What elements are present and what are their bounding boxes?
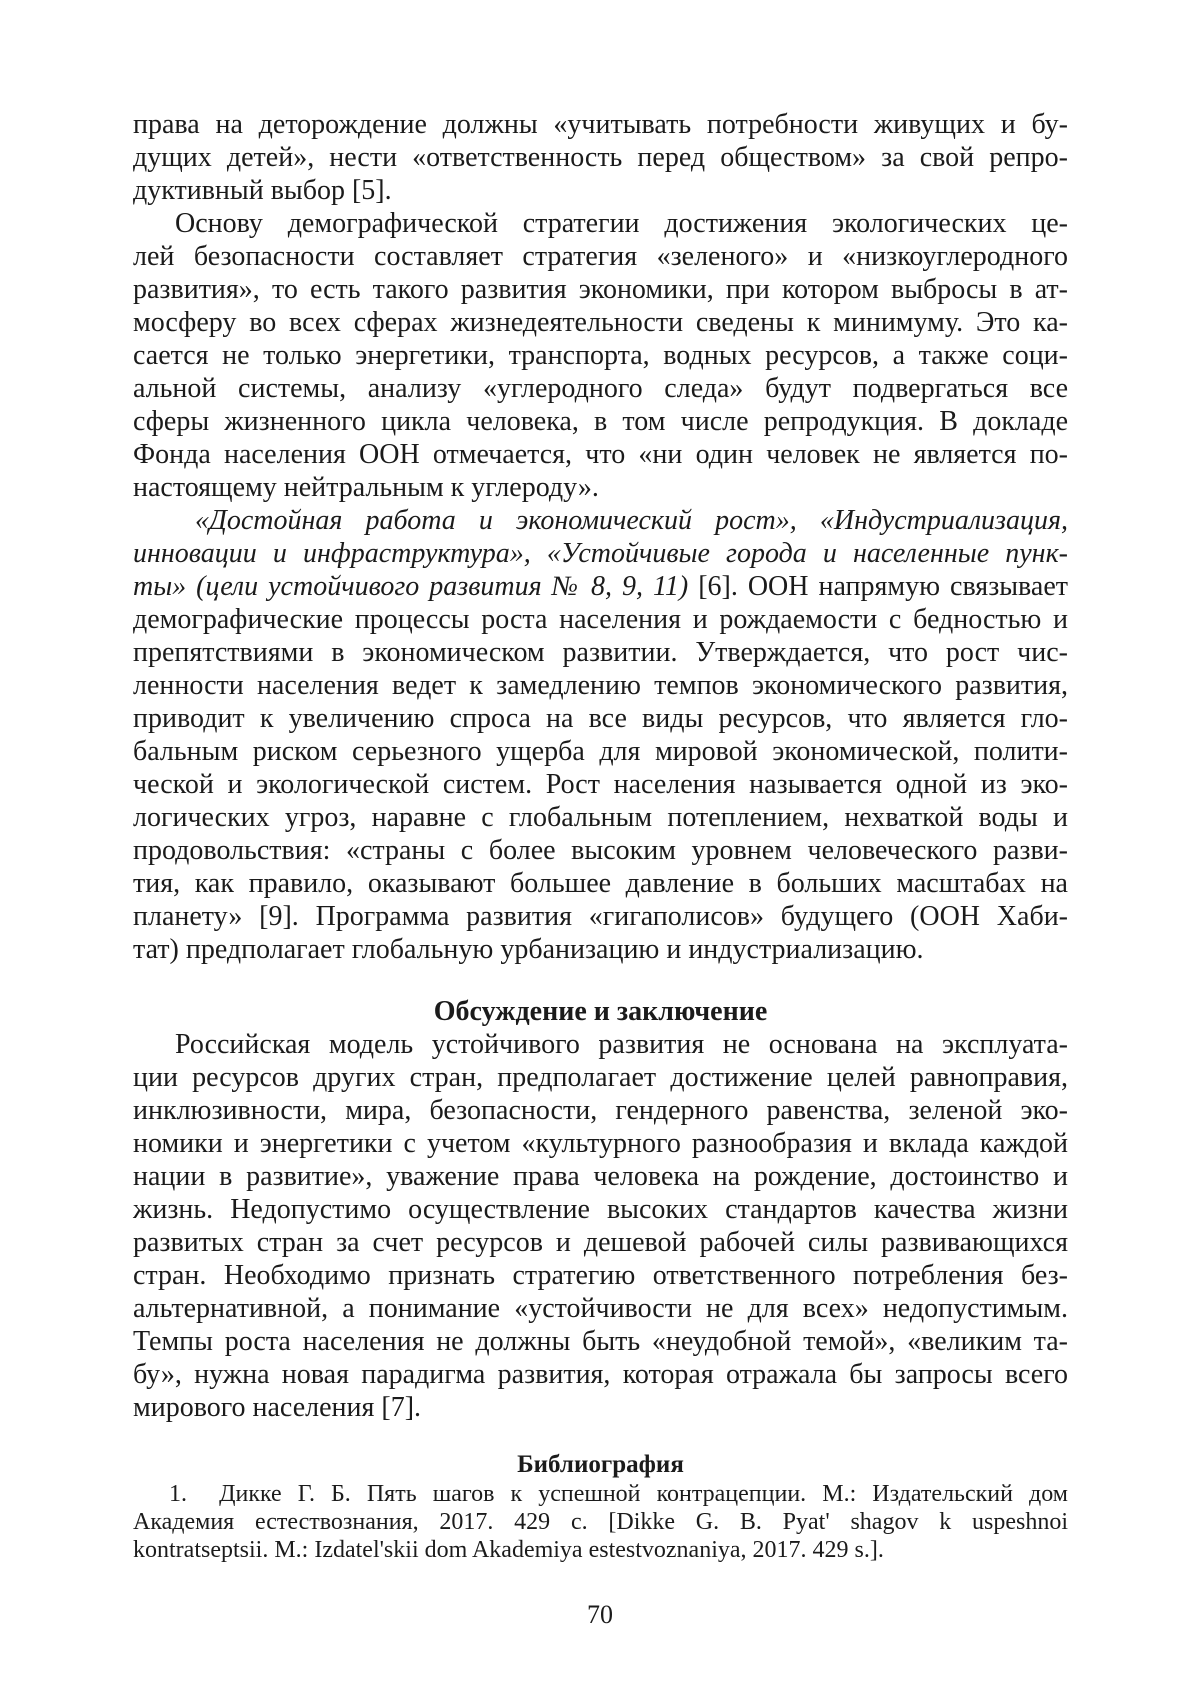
page-number: 70	[587, 1600, 613, 1629]
reference-line: kontratseptsii. M.: Izdatel'skii dom Akademiya estestvoznaniya, 2017. 429 s.].	[133, 1537, 884, 1563]
paragraph-continuation	[133, 108, 1068, 207]
text-line: бу», нужна новая парадигма развития, которая отражала бы запросы всего	[133, 1359, 1068, 1390]
text-line: препятствиями в экономическом развитии. Утверждается, что рост чис-	[133, 637, 1068, 668]
text-line: сается не только энергетики, транспорта, водных ресурсов, а также соци-	[133, 340, 1068, 371]
text-line: номики и энергетики с учетом «культурного разнообразия и вклада каждой	[133, 1128, 1068, 1159]
section-heading-bibliography: Библиография	[517, 1451, 684, 1478]
paragraph-sdg	[133, 504, 1068, 966]
text-line: ции ресурсов других стран, предполагает достижение целей равноправия,	[133, 1062, 1068, 1093]
text-block	[133, 108, 1068, 1564]
text-line: ленности населения ведет к замедлению темпов экономического развития,	[133, 670, 1068, 701]
text-line: Темпы роста населения не должны быть «неудобной темой», «великим та-	[133, 1326, 1068, 1357]
text-line: тат) предполагает глобальную урбанизацию и индустриализацию.	[133, 934, 924, 965]
reference-entry	[133, 1480, 1068, 1564]
text-line: жизнь. Недопустимо осуществление высоких стандартов качества жизни	[133, 1194, 1068, 1225]
regular-segment: [6]. ООН напрямую связывает	[688, 571, 1069, 602]
text-line: стран. Необходимо признать стратегию ответственного потребления без-	[133, 1260, 1068, 1291]
text-line: мирового населения [7].	[133, 1392, 422, 1423]
text-line: развития», то есть такого развития экономики, при котором выбросы в ат-	[133, 274, 1068, 305]
text-line: настоящему нейтральным к углероду».	[133, 472, 599, 503]
paragraph-strategy	[133, 207, 1068, 504]
text-line: альтернативной, а понимание «устойчивости не для всех» недопустимым.	[133, 1293, 1068, 1324]
text-line: логических угроз, наравне с глобальным потеплением, нехваткой воды и	[133, 802, 1068, 833]
text-line: дущих детей», нести «ответственность перед обществом» за свой репро-	[133, 142, 1068, 173]
text-line: мосферу во всех сферах жизнедеятельности сведены к минимуму. Это ка-	[133, 307, 1068, 338]
text-line: сферы жизненного цикла человека, в том числе репродукция. В докладе	[133, 406, 1068, 437]
text-line-mixed	[133, 570, 1068, 603]
text-line: тия, как правило, оказывают большее давление в больших масштабах на	[133, 868, 1068, 899]
text-line-italic: инновации и инфраструктура», «Устойчивые города и населенные пунк-	[133, 538, 1068, 569]
italic-segment: ты» (цели устойчивого развития № 8, 9, 11)	[133, 571, 689, 602]
text-line: Российская модель устойчивого развития не основана на эксплуата-	[175, 1029, 1068, 1060]
text-line: Основу демографической стратегии достижения экологических це-	[175, 208, 1068, 239]
text-line: развитых стран за счет ресурсов и дешевой рабочей силы развивающихся	[133, 1227, 1068, 1258]
text-line: альной системы, анализу «углеродного следа» будут подвергаться все	[133, 373, 1068, 404]
text-line: приводит к увеличению спроса на все виды ресурсов, что является гло-	[133, 703, 1068, 734]
text-line-italic: «Достойная работа и экономический рост», «Индустриализация,	[195, 505, 1068, 536]
text-line: Фонда населения ООН отмечается, что «ни один человек не является по-	[133, 439, 1068, 470]
section-heading-discussion: Обсуждение и заключение	[433, 996, 768, 1027]
text-line: дуктивный выбор [5].	[133, 175, 392, 206]
text-line: нации в развитие», уважение права человека на рождение, достоинство и	[133, 1161, 1068, 1192]
paragraph-conclusion	[133, 1028, 1068, 1424]
reference-line: 1. Дикке Г. Б. Пять шагов к успешной контрацепции. М.: Издательский дом	[169, 1481, 1068, 1507]
text-line: планету» [9]. Программа развития «гигаполисов» будущего (ООН Хаби-	[133, 901, 1068, 932]
text-line: права на деторождение должны «учитывать потребности живущих и бу-	[133, 109, 1068, 140]
text-line: бальным риском серьезного ущерба для мировой экономической, полити-	[133, 736, 1068, 767]
text-line: демографические процессы роста населения и рождаемости с бедностью и	[133, 604, 1068, 635]
text-line: инклюзивности, мира, безопасности, гендерного равенства, зеленой эко-	[133, 1095, 1068, 1126]
reference-line: Академия естествознания, 2017. 429 с. [Dikke G. B. Pyat' shagov k uspeshnoi	[133, 1509, 1068, 1535]
text-line: ческой и экологической систем. Рост населения называется одной из эко-	[133, 769, 1068, 800]
text-line: продовольствия: «страны с более высоким уровнем человеческого разви-	[133, 835, 1068, 866]
text-line: лей безопасности составляет стратегия «зеленого» и «низкоуглеродного	[133, 241, 1068, 272]
